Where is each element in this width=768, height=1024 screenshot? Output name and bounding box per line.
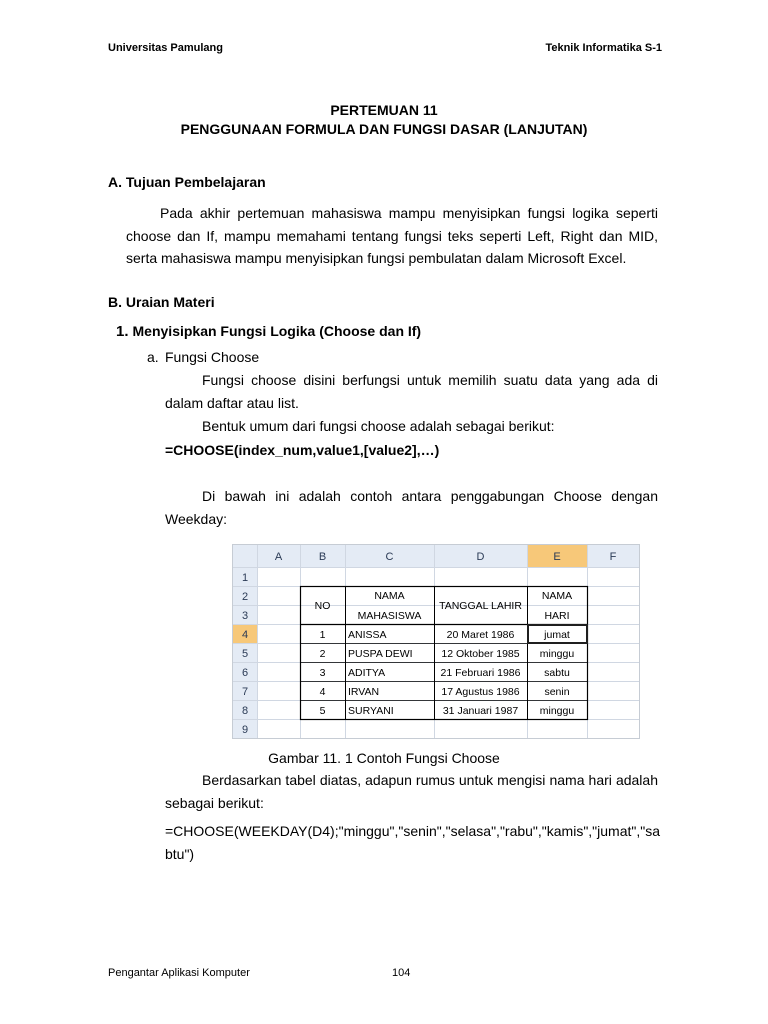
subsection-1-title: Menyisipkan Fungsi Logika (Choose dan If): [132, 323, 422, 339]
subsection-1-heading: [116, 323, 421, 340]
subsection-a-letter: a.: [147, 349, 159, 365]
choose-description-paragraph: [165, 369, 658, 414]
choose-description-text: Fungsi choose disini berfungsi untuk memilih suatu data yang ada di dalam daftar atau list.: [165, 372, 658, 411]
section-a-heading: A. Tujuan Pembelajaran: [108, 174, 266, 190]
general-form-paragraph: Bentuk umum dari fungsi choose adalah sebagai berikut:: [202, 418, 555, 434]
row-header-4: 4: [241, 629, 249, 641]
cell-hari: senin: [544, 686, 570, 698]
cell-no: 4: [319, 686, 326, 698]
header-university: Universitas Pamulang: [108, 42, 223, 54]
table-header-nama-line1: NAMA: [374, 590, 405, 602]
cell-no: 5: [319, 705, 326, 717]
cell-nama: ANISSA: [348, 629, 387, 641]
cell-nama: ADITYA: [348, 667, 386, 679]
cell-tanggal: 12 Oktober 1985: [441, 648, 520, 660]
cell-tanggal: 31 Januari 1987: [442, 705, 519, 717]
table-header-hari-line1: NAMA: [541, 590, 573, 602]
header-program: Teknik Informatika S-1: [545, 42, 662, 54]
cell-nama: IRVAN: [348, 686, 380, 698]
column-header-e: E: [553, 551, 561, 563]
figure-caption: Gambar 11. 1 Contoh Fungsi Choose: [268, 750, 500, 766]
page-title: PERTEMUAN 11: [330, 102, 438, 118]
table-header-nama-line2: MAHASISWA: [357, 610, 422, 622]
cell-nama: SURYANI: [348, 705, 394, 717]
cell-tanggal: 21 Februari 1986: [440, 667, 521, 679]
column-header-a: A: [274, 551, 283, 563]
cell-no: 2: [319, 648, 326, 660]
spreadsheet-grid: [233, 545, 639, 738]
table-header-no: NO: [314, 600, 331, 612]
choose-syntax-formula: =CHOOSE(index_num,value1,[value2],…): [165, 442, 440, 458]
row-header-5: 5: [241, 648, 249, 660]
spreadsheet-figure: [232, 544, 640, 739]
row-header-2: 2: [241, 591, 249, 603]
cell-no: 3: [319, 667, 326, 679]
cell-tanggal: 17 Agustus 1986: [441, 686, 520, 698]
page-number: 104: [392, 967, 411, 979]
row-header-8: 8: [241, 705, 249, 717]
row-header-7: 7: [241, 686, 249, 698]
subsection-a-title: Fungsi Choose: [165, 349, 260, 365]
example-intro-paragraph: [165, 485, 658, 530]
formula-intro-text: Berdasarkan tabel diatas, adapun rumus untuk mengisi nama hari adalah sebagai berikut:: [165, 772, 658, 811]
column-header-c: C: [385, 551, 394, 563]
table-header-tanggal: TANGGAL LAHIR: [439, 600, 522, 612]
cell-no: 1: [319, 629, 326, 641]
table-header-hari-line2: HARI: [544, 610, 570, 622]
section-a-paragraph-text: Pada akhir pertemuan mahasiswa mampu menyisipkan fungsi logika seperti choose dan If, mampu memahami tentang fungsi teks seperti Left, Right dan MID, serta mahasiswa mampu menyisipkan fungsi pembulatan dalam Microsoft Excel.: [126, 205, 658, 266]
section-b-heading: B. Uraian Materi: [108, 294, 215, 310]
footer-course-name: Pengantar Aplikasi Komputer: [108, 967, 250, 979]
column-header-d: D: [476, 551, 485, 563]
section-a-paragraph: [126, 202, 658, 270]
row-header-6: 6: [241, 667, 249, 679]
column-header-b: B: [318, 551, 327, 563]
formula-intro-paragraph: [165, 769, 658, 814]
row-header-3: 3: [241, 610, 249, 622]
subsection-1-number: 1.: [116, 323, 129, 340]
cell-hari: minggu: [539, 648, 575, 660]
column-header-f: F: [609, 551, 617, 563]
choose-weekday-formula: =CHOOSE(WEEKDAY(D4);"minggu","senin","selasa","rabu","kamis","jumat","sabtu"): [165, 823, 660, 862]
cell-tanggal: 20 Maret 1986: [446, 629, 515, 641]
cell-hari: jumat: [544, 629, 570, 641]
row-header-9: 9: [241, 724, 249, 736]
cell-nama: PUSPA DEWI: [348, 648, 413, 660]
row-header-1: 1: [241, 572, 249, 584]
subsection-a-heading: [147, 349, 259, 365]
example-intro-text: Di bawah ini adalah contoh antara penggabungan Choose dengan Weekday:: [165, 488, 658, 527]
cell-hari: sabtu: [544, 667, 570, 679]
cell-hari: minggu: [539, 705, 575, 717]
page-subtitle: PENGGUNAAN FORMULA DAN FUNGSI DASAR (LANJUTAN): [180, 121, 588, 137]
